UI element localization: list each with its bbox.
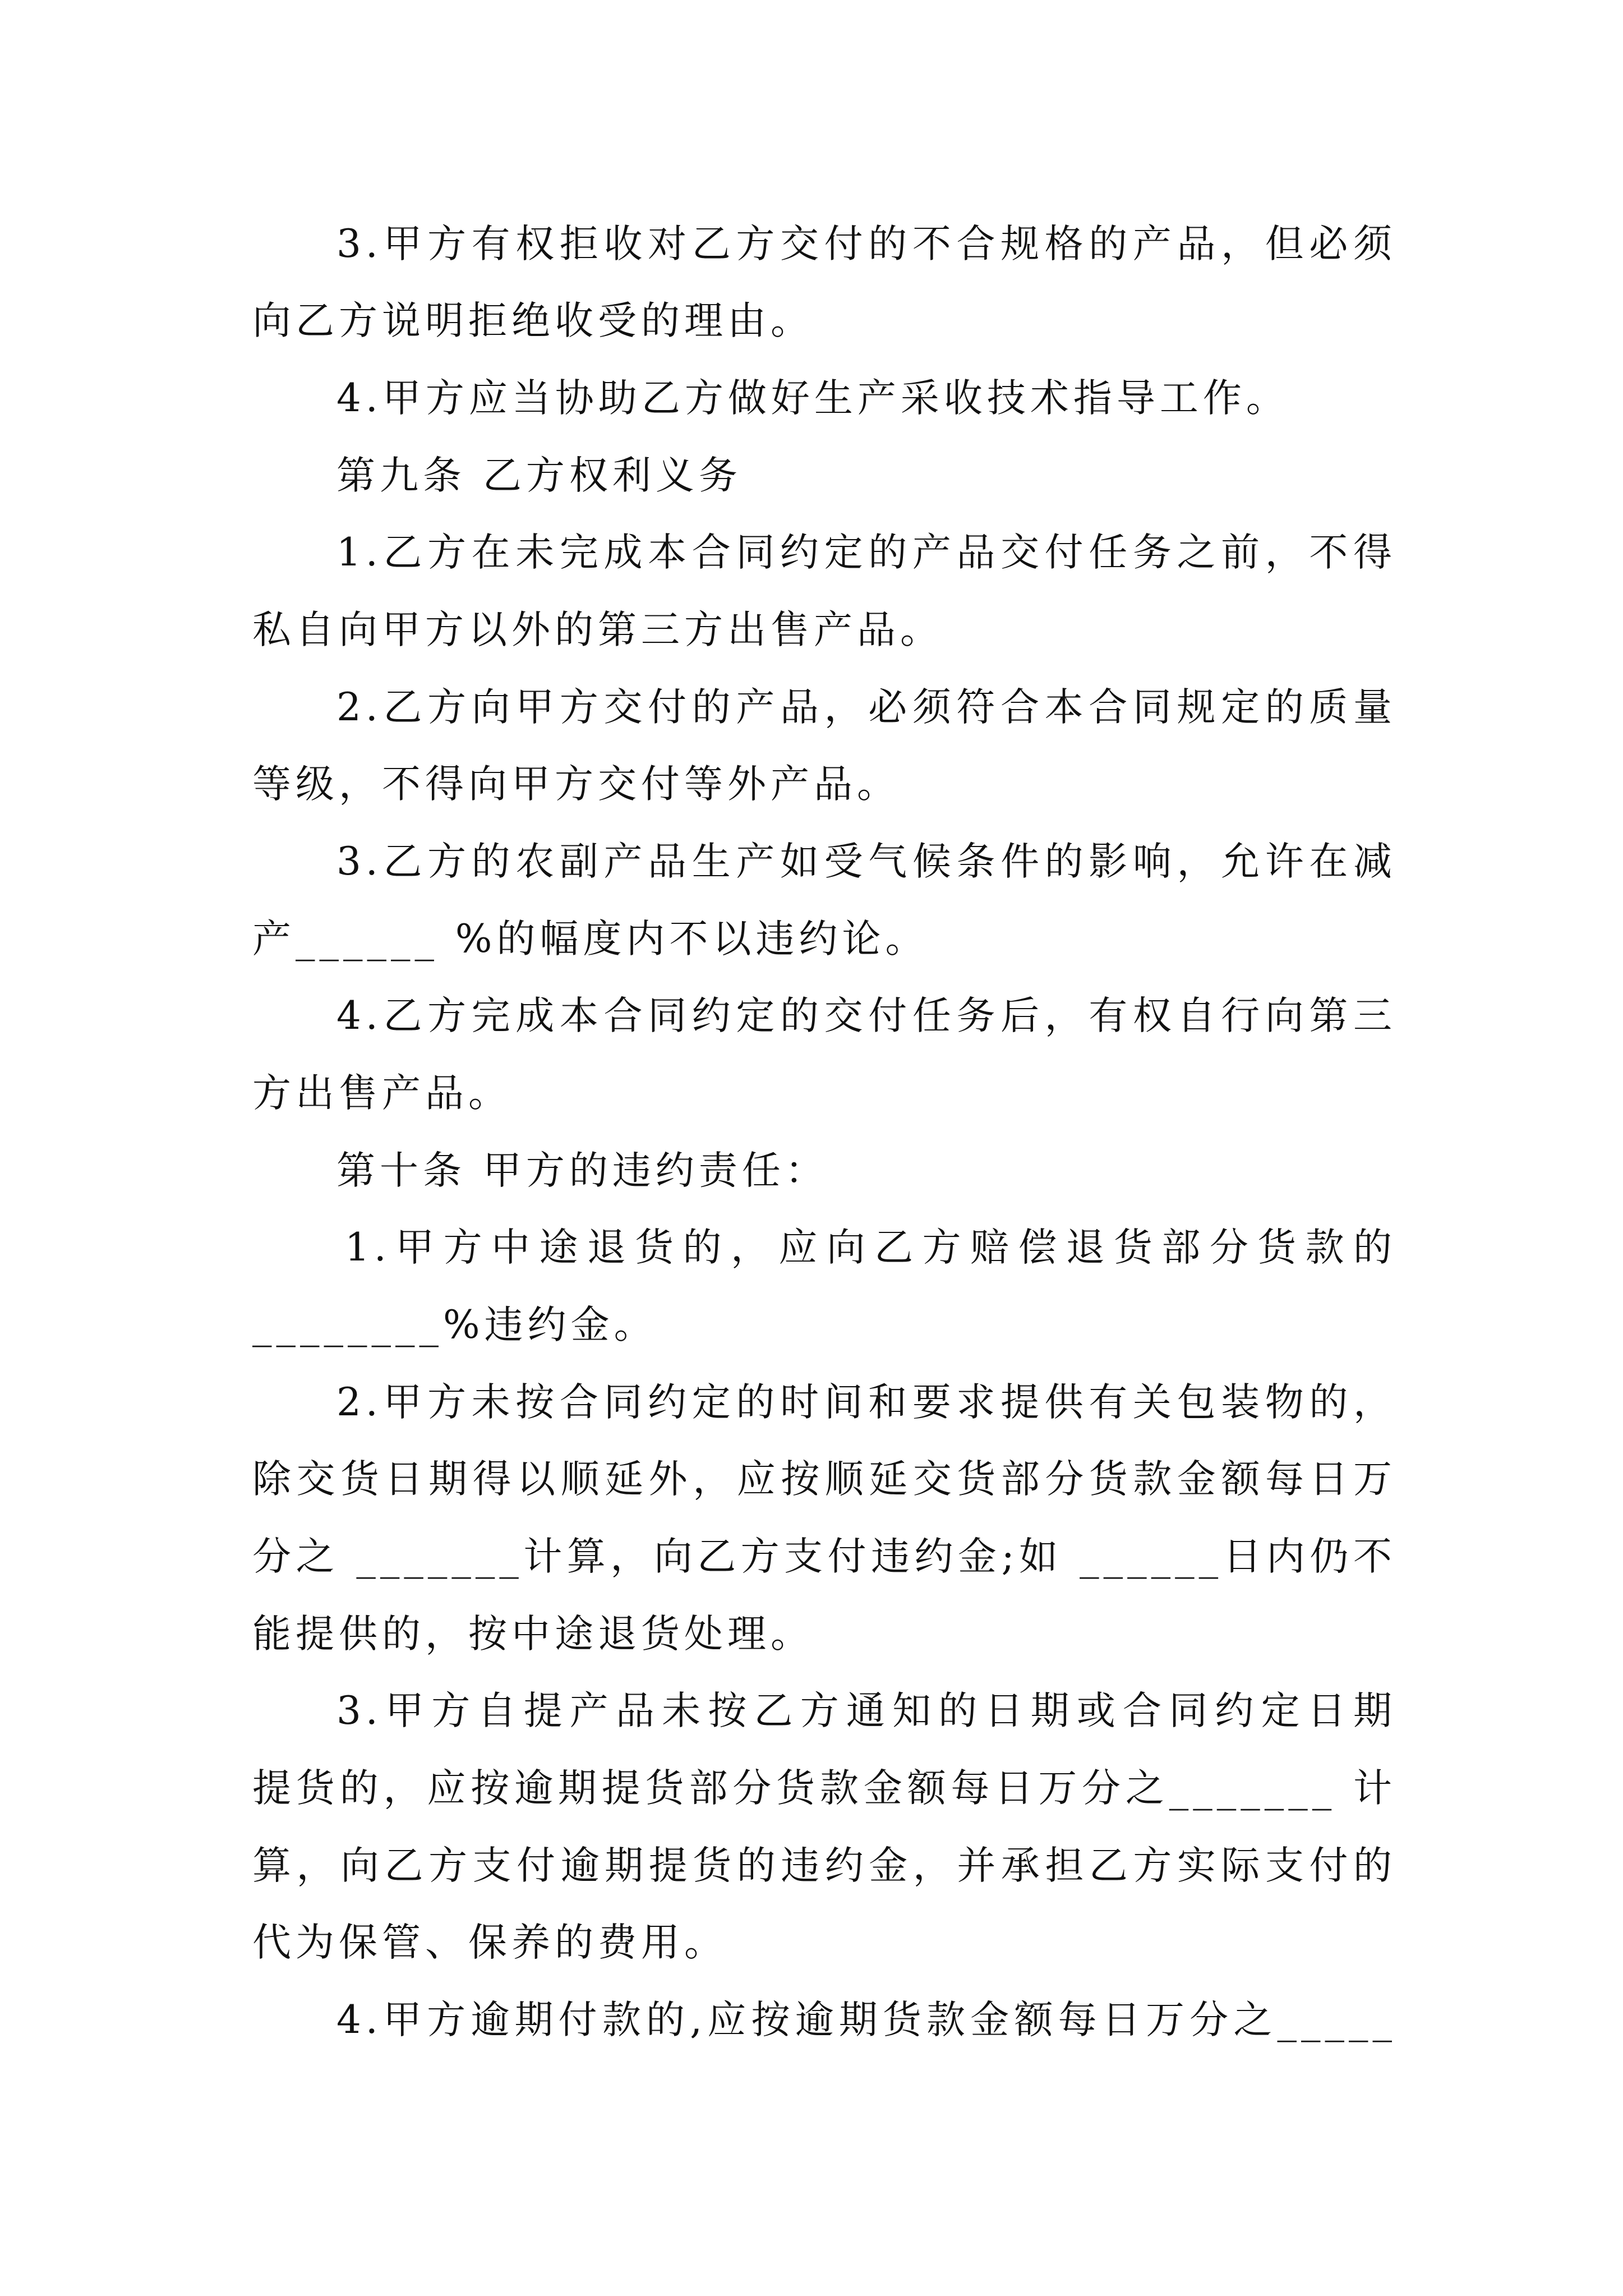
- paragraph-line: 产______ %的幅度内不以违约论。: [252, 917, 929, 961]
- paragraph-line: 1.甲方中途退货的，应向乙方赔偿退货部分货款的: [345, 1225, 1396, 1270]
- paragraph-line: 除交货日期得以顺延外，应按顺延交货部分货款金额每日万: [252, 1457, 1396, 1502]
- paragraph-line: 提货的，应按逾期提货部分货款金额每日万分之_______ 计: [252, 1766, 1396, 1811]
- paragraph-line: 私自向甲方以外的第三方出售产品。: [252, 608, 943, 652]
- paragraph-line: 算，向乙方支付逾期提货的违约金，并承担乙方实际支付的: [252, 1843, 1396, 1888]
- paragraph-line: ________%违约金。: [252, 1303, 657, 1347]
- paragraph-line: 方出售产品。: [252, 1071, 511, 1116]
- paragraph-line: 3.甲方有权拒收对乙方交付的不合规格的产品，但必须: [336, 222, 1396, 266]
- paragraph-line: 4.甲方应当协助乙方做好生产采收技术指导工作。: [336, 376, 1289, 421]
- section-heading: 第九条 乙方权利义务: [336, 453, 742, 498]
- paragraph-line: 分之 _______计算，向乙方支付违约金;如 ______日内仍不: [252, 1534, 1396, 1579]
- paragraph-line: 2.甲方未按合同约定的时间和要求提供有关包装物的，: [336, 1380, 1396, 1425]
- paragraph-line: 4.甲方逾期付款的,应按逾期货款金额每日万分之_____: [336, 1998, 1396, 2042]
- paragraph-line: 能提供的，按中途退货处理。: [252, 1612, 814, 1657]
- paragraph-line: 向乙方说明拒绝收受的理由。: [252, 298, 814, 343]
- paragraph-line: 4.乙方完成本合同约定的交付任务后，有权自行向第三: [336, 993, 1396, 1038]
- paragraph-line: 3.甲方自提产品未按乙方通知的日期或合同约定日期: [336, 1688, 1396, 1733]
- paragraph-line: 1.乙方在未完成本合同约定的产品交付任务之前，不得: [336, 530, 1396, 575]
- paragraph-line: 2.乙方向甲方交付的产品，必须符合本合同规定的质量: [336, 685, 1396, 730]
- paragraph-line: 等级，不得向甲方交付等外产品。: [252, 762, 900, 807]
- section-heading: 第十条 甲方的违约责任：: [336, 1148, 828, 1193]
- paragraph-line: 3.乙方的农副产品生产如受气候条件的影响，允许在减: [336, 839, 1396, 884]
- paragraph-line: 代为保管、保养的费用。: [252, 1920, 727, 1965]
